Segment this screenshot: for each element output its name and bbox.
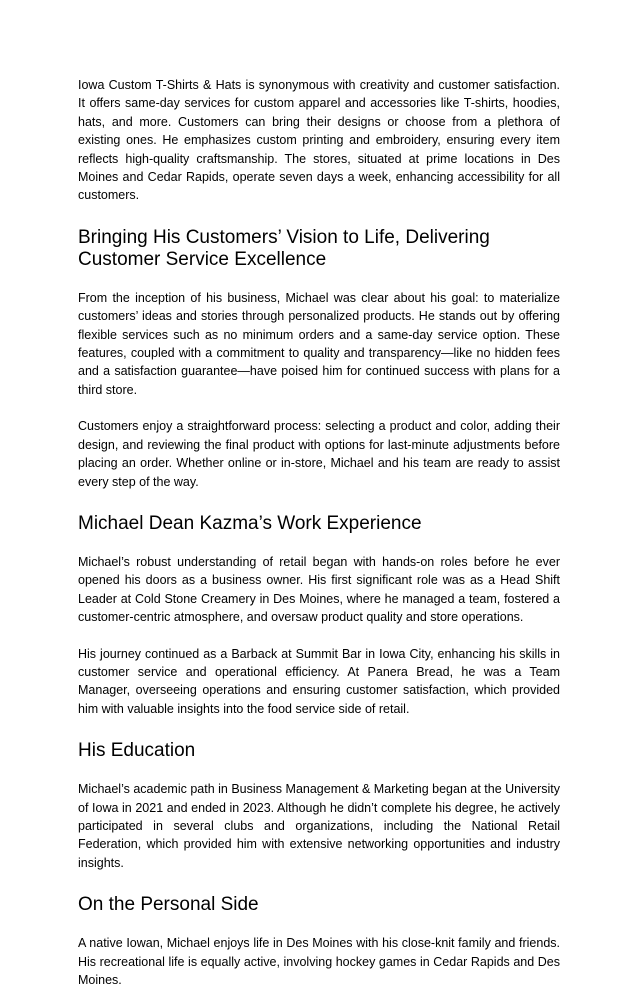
vision-paragraph-1: From the inception of his business, Michael was clear about his goal: to materialize customers’ ideas and stories through personalized products. He stands out by offering flexible services such as no minimum orders and a same-day service option. These features, coupled with a commitment to quality and transparency—like no hidden fees and a satisfaction guarantee—have poised him for continued success with plans for a third store. — [78, 290, 560, 397]
intro-paragraph: Iowa Custom T-Shirts & Hats is synonymous with creativity and customer satisfaction. It offers same-day services for custom apparel and accessories like T-shirts, hoodies, hats, and more. Customers can bring their designs or choose from a plethora of existing ones. He emphasizes custom printing and embroidery, ensuring every item reflects high-quality craftsmanship. The stores, situated at prime locations in Des Moines and Cedar Rapids, operate seven days a week, enhancing accessibility for all customers. — [78, 78, 560, 203]
work-paragraph-1: Michael’s robust understanding of retail began with hands-on roles before he ever opened his doors as a business owner. His first significant role was as a Head Shift Leader at Cold Stone Creamery in Des Moines, where he managed a team, fostered a customer-centric atmosphere, and oversaw product quality and store operations. — [78, 554, 560, 625]
personal-paragraph: A native Iowan, Michael enjoys life in Des Moines with his close-knit family and friends. His recreational life is equally active, involving hockey games in Cedar Rapids and Des Moines. — [78, 936, 560, 987]
work-paragraph-2: His journey continued as a Barback at Summit Bar in Iowa City, enhancing his skills in customer service and operational efficiency. At Panera Bread, he was a Team Manager, overseeing operations and ensuring customer satisfaction, which provided him with valuable insights into the food service side of retail. — [78, 646, 560, 716]
vision-paragraph-2: Customers enjoy a straightforward process: selecting a product and color, adding their design, and reviewing the final product with options for last-minute adjustments before placing an order. Whether online or in-store, Michael and his team are ready to assist every step of the way. — [78, 419, 560, 489]
education-paragraph: Michael’s academic path in Business Management & Marketing began at the University of Iowa in 2021 and ended in 2023. Although he didn’t complete his degree, he actively participated in several clubs and organizations, including the National Retail Federation, which provided him with extensive networking opportunities and industry insights. — [78, 782, 560, 870]
section-heading-personal: On the Personal Side — [78, 894, 259, 916]
section-heading-vision: Bringing His Customers’ Vision to Life, Delivering Customer Service Excellence — [78, 226, 490, 270]
document-body — [78, 76, 560, 989]
section-heading-education: His Education — [78, 740, 196, 762]
section-heading-work-experience: Michael Dean Kazma’s Work Experience — [78, 512, 422, 534]
